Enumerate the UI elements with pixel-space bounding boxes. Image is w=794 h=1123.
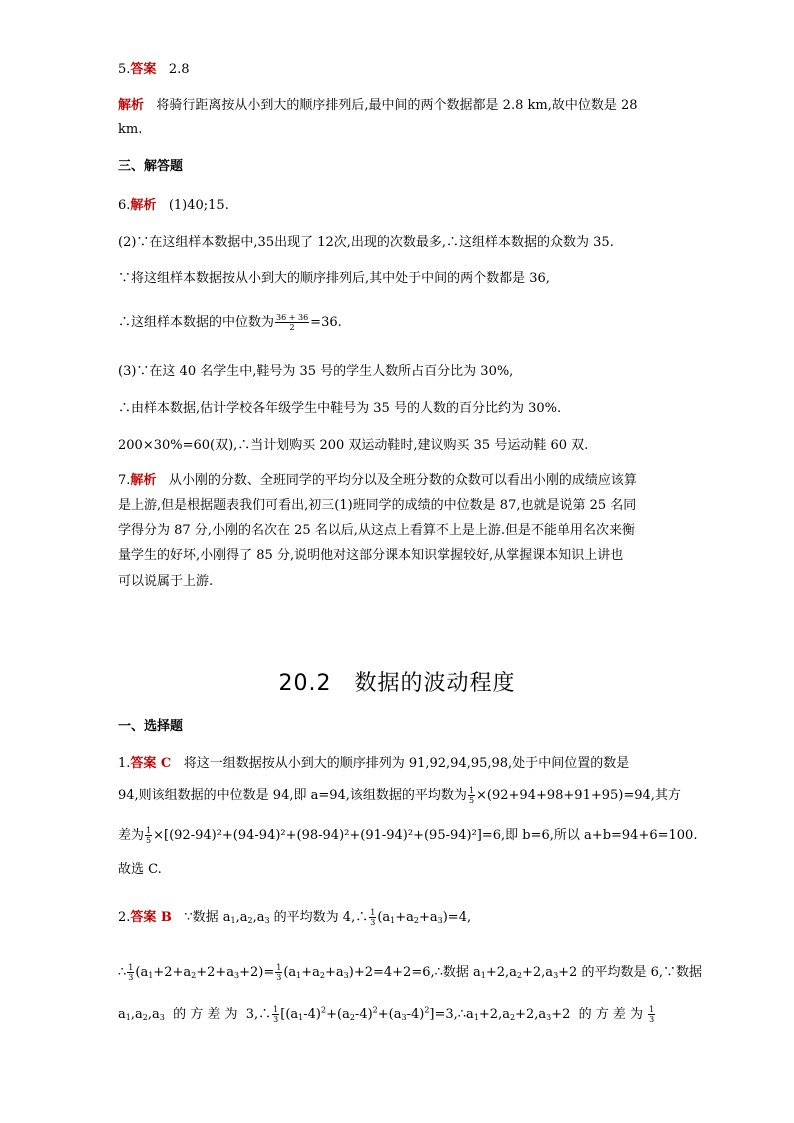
s2-fraction-one-third-4	[272, 1005, 279, 1024]
s1-answer-tag: 答案 C	[130, 756, 172, 771]
fraction-denominator: 5	[146, 836, 152, 845]
s1-line1	[118, 755, 629, 773]
fraction-denominator: 2	[289, 323, 295, 332]
q5-analysis-tag: 解析	[118, 98, 145, 113]
s2-fraction-one-third-3	[275, 963, 282, 982]
q5-analysis-text: 将骑行距离按从小到大的顺序排列后,最中间的两个数据都是 2.8 km,故中位数是 28	[156, 98, 638, 113]
s1-number: 1.	[118, 756, 131, 771]
fraction-denominator: 5	[468, 796, 475, 805]
s1-line3-a: 差为	[118, 828, 145, 843]
q5-answer-tag: 答案	[130, 62, 157, 77]
s1-line2	[118, 786, 681, 805]
s2-fraction-one-third	[369, 908, 376, 927]
q5-answer-value: 2.8	[168, 62, 190, 77]
s2-number: 2.	[118, 910, 131, 925]
q6-part1: (1)40;15.	[168, 198, 229, 213]
fraction-numerator: 1	[370, 908, 376, 917]
q7-line1	[118, 472, 637, 490]
s2-line3: $a_1,a_2,a_3$ 的 方 差 为 3,∴ $\frac{1}{3}$ $[(a_1-4)^2+(a_2-4)^2+(a_3-4)^2]=3,\therefore a_1+2,a_2+2,a_3+2$ 的 方 差 为 $\frac{1}{3}$	[118, 1005, 655, 1024]
fraction-numerator: 1	[649, 1005, 655, 1014]
fraction-denominator: 3	[370, 918, 376, 927]
fraction-denominator: 3	[276, 973, 282, 982]
s1-line2-a: 94,则该组数据的中位数是 94,即 a=94,该组数据的平均数为	[118, 788, 467, 803]
q7-line1-text: 从小刚的分数、全班同学的平均分以及全班分数的众数可以看出小刚的成绩应该算	[168, 473, 637, 488]
s2-answer-tag: 答案 B	[130, 910, 172, 925]
s1-line1-text: 将这一组数据按从小到大的顺序排列为 91,92,94,95,98,处于中间位置的数是	[183, 756, 630, 771]
q7-line2: 是上游,但是根据题表我们可看出,初三(1)班同学的成绩的中位数是 87,也就是说第 25 名同	[118, 498, 637, 513]
q7-line5: 可以说属于上游.	[118, 574, 214, 589]
fraction-denominator: 3	[273, 1015, 279, 1024]
q6-part3b: ∴由样本数据,估计学校各年级学生中鞋号为 35 号的人数的百分比约为 30%.	[118, 401, 562, 416]
q6-analysis-tag: 解析	[130, 198, 157, 213]
s1-line4: 故选 C.	[118, 862, 162, 877]
q6-median-prefix: ∴这组样本数据的中位数为	[118, 315, 275, 330]
q6-line1	[118, 197, 229, 215]
s1-fraction-one-fifth	[468, 786, 475, 805]
fraction-numerator: 1	[128, 963, 134, 972]
fraction-denominator: 3	[128, 973, 134, 982]
q6-part2b: ∵将这组样本数据按从小到大的顺序排列后,其中处于中间的两个数都是 36,	[118, 271, 550, 286]
q6-median-suffix: =36.	[310, 315, 342, 330]
s1-fraction-one-fifth-2	[145, 826, 152, 845]
section-heading-1: 一、选择题	[118, 719, 184, 734]
q5-line	[118, 61, 190, 79]
section-title: 20.2 数据的波动程度	[278, 671, 516, 696]
section-heading-3: 三、解答题	[118, 159, 184, 174]
fraction-numerator: 36 + 36	[276, 313, 309, 322]
q7-number: 7.	[118, 473, 131, 488]
s2-fraction-one-third-5	[648, 1005, 655, 1024]
s1-line2-b: ×(92+94+98+91+95)=94,其方	[476, 788, 681, 803]
q6-part3: (3)∵在这 40 名学生中,鞋号为 35 号的学生人数所占百分比为 30%,	[118, 364, 514, 379]
s2-fraction-one-third-2	[127, 963, 134, 982]
q6-median-fraction	[275, 313, 309, 332]
fraction-numerator: 1	[273, 1005, 279, 1014]
fraction-numerator: 1	[468, 786, 475, 795]
s1-line3-b: ×[(92-94)²+(94-94)²+(98-94)²+(91-94)²+(95-94)²]=6,即 b=6,所以 a+b=94+6=100.	[153, 828, 698, 843]
q5-analysis-line1	[118, 97, 638, 115]
q5-analysis-line2: km.	[118, 122, 143, 137]
q6-median-line	[118, 313, 342, 332]
q7-line4: 量学生的好坏,小刚得了 85 分,说明他对这部分课本知识掌握较好,从掌握课本知识上讲也	[118, 548, 624, 563]
fraction-numerator: 1	[276, 963, 282, 972]
q6-number: 6.	[118, 198, 131, 213]
s1-line3	[118, 826, 697, 845]
q7-line3: 学得分为 87 分,小刚的名次在 25 名以后,从这点上看算不上是上游.但是不能单用名次来衡	[118, 523, 636, 538]
s2-line2: ∴ $\frac{1}{3}$ $(a_1+2+a_2+2+a_3+2)=$ $\frac{1}{3}$ $(a_1+a_2+a_3)+2=4+2=6,\therefore$数据 $a_1+2,a_2+2,a_3+2$ 的平均数是 6,∵数据	[118, 963, 702, 982]
fraction-denominator: 3	[649, 1015, 655, 1024]
s2-line1: 2.答案 B ∵数据 $a_1,a_2,a_3$ 的平均数为 4,∴ $\frac{1}{3}$ $(a_1+a_2+a_3)=4$,	[118, 908, 472, 927]
q6-part3c: 200×30%=60(双),∴当计划购买 200 双运动鞋时,建议购买 35 号运动鞋 60 双.	[118, 438, 589, 453]
q5-number: 5.	[118, 62, 131, 77]
fraction-numerator: 1	[146, 826, 152, 835]
q6-part2: (2)∵在这组样本数据中,35出现了 12次,出现的次数最多,∴这组样本数据的众数为 35.	[118, 235, 614, 250]
q7-analysis-tag: 解析	[130, 473, 157, 488]
